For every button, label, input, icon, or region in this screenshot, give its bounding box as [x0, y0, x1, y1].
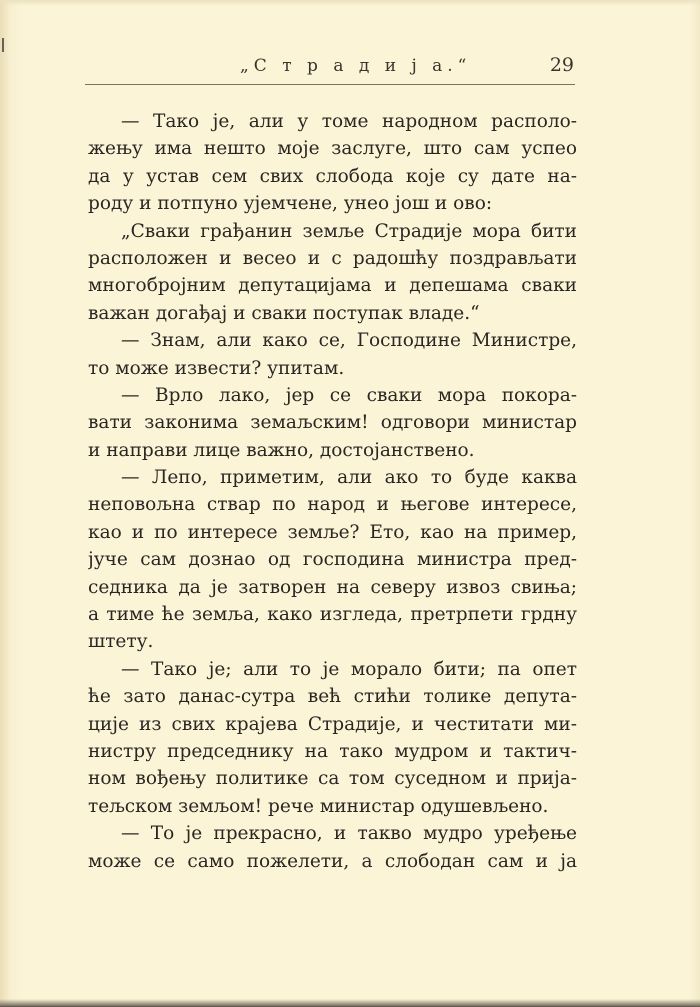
- text-line: жењу има нешто моје заслуге, што сам успео: [88, 138, 577, 160]
- text-line: важан догађај и сваки поступак владе.“: [88, 302, 480, 324]
- text-line: — Тако је, али у томе народном располо-: [121, 111, 577, 132]
- text-line: — Тако је; али то је морало бити; па опет: [121, 658, 577, 680]
- text-line: — Лепо, приметим, али ако то буде каква: [121, 467, 577, 489]
- running-title: „С т р а д и ј а.“: [240, 56, 472, 76]
- text-line: роду и потпуно ујемчене, унео још и ово:: [88, 193, 493, 215]
- running-header: [85, 54, 575, 85]
- text-line: као и по интересе земље? Ето, као на пример,: [88, 521, 577, 543]
- body-text: [88, 108, 577, 875]
- text-line: а тиме ће земља, како изгледа, претрпети грдну: [88, 604, 577, 626]
- text-line: расположен и весео и с радошћу поздрављати: [88, 247, 577, 269]
- text-line: — Знам, али како се, Господине Министре,: [121, 330, 577, 352]
- text-line: ном вођењу политике са том суседном и прија-: [88, 768, 577, 790]
- text-line: седника да је затворен на северу извоз свиња;: [88, 576, 577, 598]
- text-line: — То је прекрасно, и такво мудро уређење: [121, 823, 577, 845]
- text-line: да у устав сем свих слобода које су дате на-: [88, 165, 577, 187]
- text-line: — Врло лако, јер се сваки мора покора-: [121, 384, 577, 406]
- text-line: то може извести? упитам.: [88, 357, 345, 379]
- text-line: ције из свих крајева Страдије, и честитати ми-: [88, 713, 577, 735]
- text-line: вати законима земаљским! одговори министар: [88, 412, 577, 434]
- page-number: 29: [549, 54, 574, 76]
- text-line: нистру председнику на тако мудром и тактич-: [88, 740, 577, 762]
- text-line: може се само пожелети, а слободан сам и ја: [88, 850, 577, 872]
- text-line: штету.: [88, 631, 154, 653]
- text-line: неповољна ствар по народ и његове интересе,: [88, 494, 577, 516]
- text-line: ће зато данас-сутра већ стићи толике депута-: [88, 686, 577, 708]
- binding-mark: [2, 38, 4, 52]
- text-line: и направи лице важно, достојанствено.: [88, 439, 475, 461]
- text-line: тељском земљом! рече министар одушевљено.: [88, 795, 549, 817]
- text-line: јуче сам дознао од господина министра пред-: [88, 549, 577, 571]
- page-bottom-edge: [0, 999, 700, 1007]
- text-line: „Сваки грађанин земље Страдије мора бити: [121, 220, 577, 242]
- page-top-edge: [0, 0, 700, 6]
- text-line: многобројним депутацијама и депешама сваки: [88, 275, 577, 297]
